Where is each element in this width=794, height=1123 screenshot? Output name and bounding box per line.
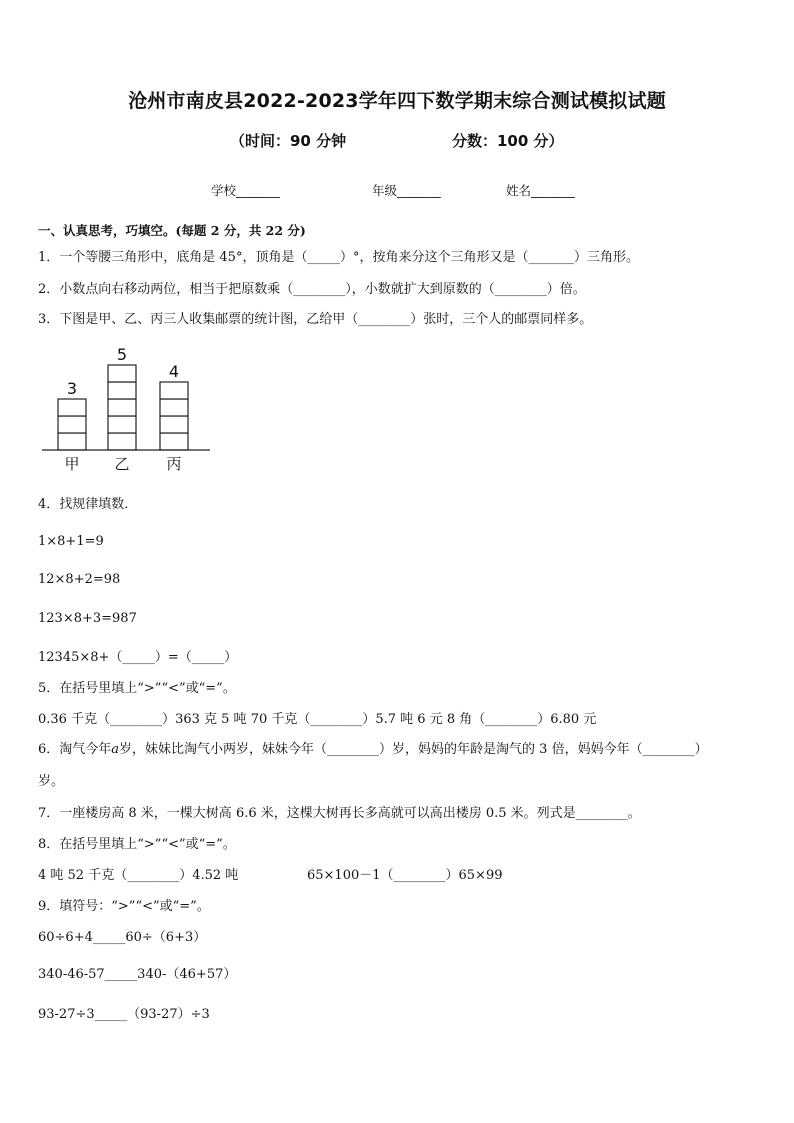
question-4-line-1: 1×8+1=9: [38, 534, 104, 549]
bar-甲-square: [58, 433, 86, 450]
section-heading: 一、认真思考，巧填空。(每题 2 分，共 22 分): [38, 223, 306, 238]
score-label: 分数：100 分）: [452, 132, 564, 150]
bar-丙-square: [160, 416, 188, 433]
question-6: [38, 741, 708, 759]
question-5: 5．在括号里填上“>”“<”或“=”。: [38, 681, 236, 696]
question-3: 3．下图是甲、乙、丙三人收集邮票的统计图，乙给甲（________）张时，三个人的邮票同样多。: [38, 312, 593, 327]
question-1: 1．一个等腰三角形中，底角是 45°，顶角是（_____）°，按角来分这个三角形又是（_______）三角形。: [38, 250, 639, 265]
exam-title: 沧州市南皮县2022-2023学年四下数学期末综合测试模拟试题: [128, 90, 666, 112]
question-6-part-b: 岁，妹妹比淘气小两岁，妹妹今年（________）岁，妈妈的年龄是淘气的 3 倍，妈妈今年（________）: [119, 742, 708, 757]
school-field: 学校_______: [211, 183, 280, 198]
data-label: 4: [168, 362, 180, 381]
stamp-bar-chart: [38, 342, 218, 474]
question-9-line-2: 340-46-57_____340-（46+57）: [38, 967, 237, 982]
bar-乙-square: [108, 365, 136, 382]
category-label: 甲: [64, 455, 80, 473]
question-9: 9．填符号：“>”“<”或“=”。: [38, 899, 210, 914]
bar-乙-square: [108, 399, 136, 416]
question-4-line-2: 12×8+2=98: [38, 572, 121, 587]
question-6-part-a: 6．淘气今年: [38, 742, 112, 757]
bar-丙-square: [160, 399, 188, 416]
question-5-line-1: 0.36 千克（________）363 克 5 吨 70 千克（________）5.7 吨 6 元 8 角（________）6.80 元: [38, 712, 597, 727]
question-9-line-3: 93-27÷3_____（93-27）÷3: [38, 1007, 210, 1022]
time-label: （时间：90 分钟: [230, 132, 347, 150]
data-label: 5: [116, 345, 128, 364]
bar-乙-square: [108, 382, 136, 399]
bar-乙-square: [108, 433, 136, 450]
question-4: 4．找规律填数．: [38, 497, 138, 512]
question-8: 8．在括号里填上“>”“<”或“=”。: [38, 837, 236, 852]
category-label: 乙: [114, 455, 130, 473]
question-8-line-2: 65×100－1（________）65×99: [307, 868, 503, 883]
question-4-line-4: 12345×8+（_____）=（_____）: [38, 650, 238, 665]
data-label: 3: [66, 379, 78, 398]
bar-丙-square: [160, 433, 188, 450]
bar-甲-square: [58, 399, 86, 416]
grade-field: 年级_______: [372, 183, 441, 198]
question-9-line-1: 60÷6+4_____60÷（6+3）: [38, 930, 207, 945]
bar-甲-square: [58, 416, 86, 433]
question-8-line-1: 4 吨 52 千克（________）4.52 吨: [38, 868, 239, 883]
question-2: 2．小数点向右移动两位，相当于把原数乘（________），小数就扩大到原数的（________）倍。: [38, 282, 586, 297]
category-label: 丙: [166, 455, 182, 473]
name-field: 姓名_______: [506, 183, 575, 198]
question-4-line-3: 123×8+3=987: [38, 611, 137, 626]
question-6-cont: 岁。: [38, 774, 65, 789]
bar-乙-square: [108, 416, 136, 433]
bar-丙-square: [160, 382, 188, 399]
variable-a: a: [111, 742, 120, 757]
question-7: 7．一座楼房高 8 米，一棵大树高 6.6 米，这棵大树再长多高就可以高出楼房 0.5 米。列式是________。: [38, 806, 641, 821]
